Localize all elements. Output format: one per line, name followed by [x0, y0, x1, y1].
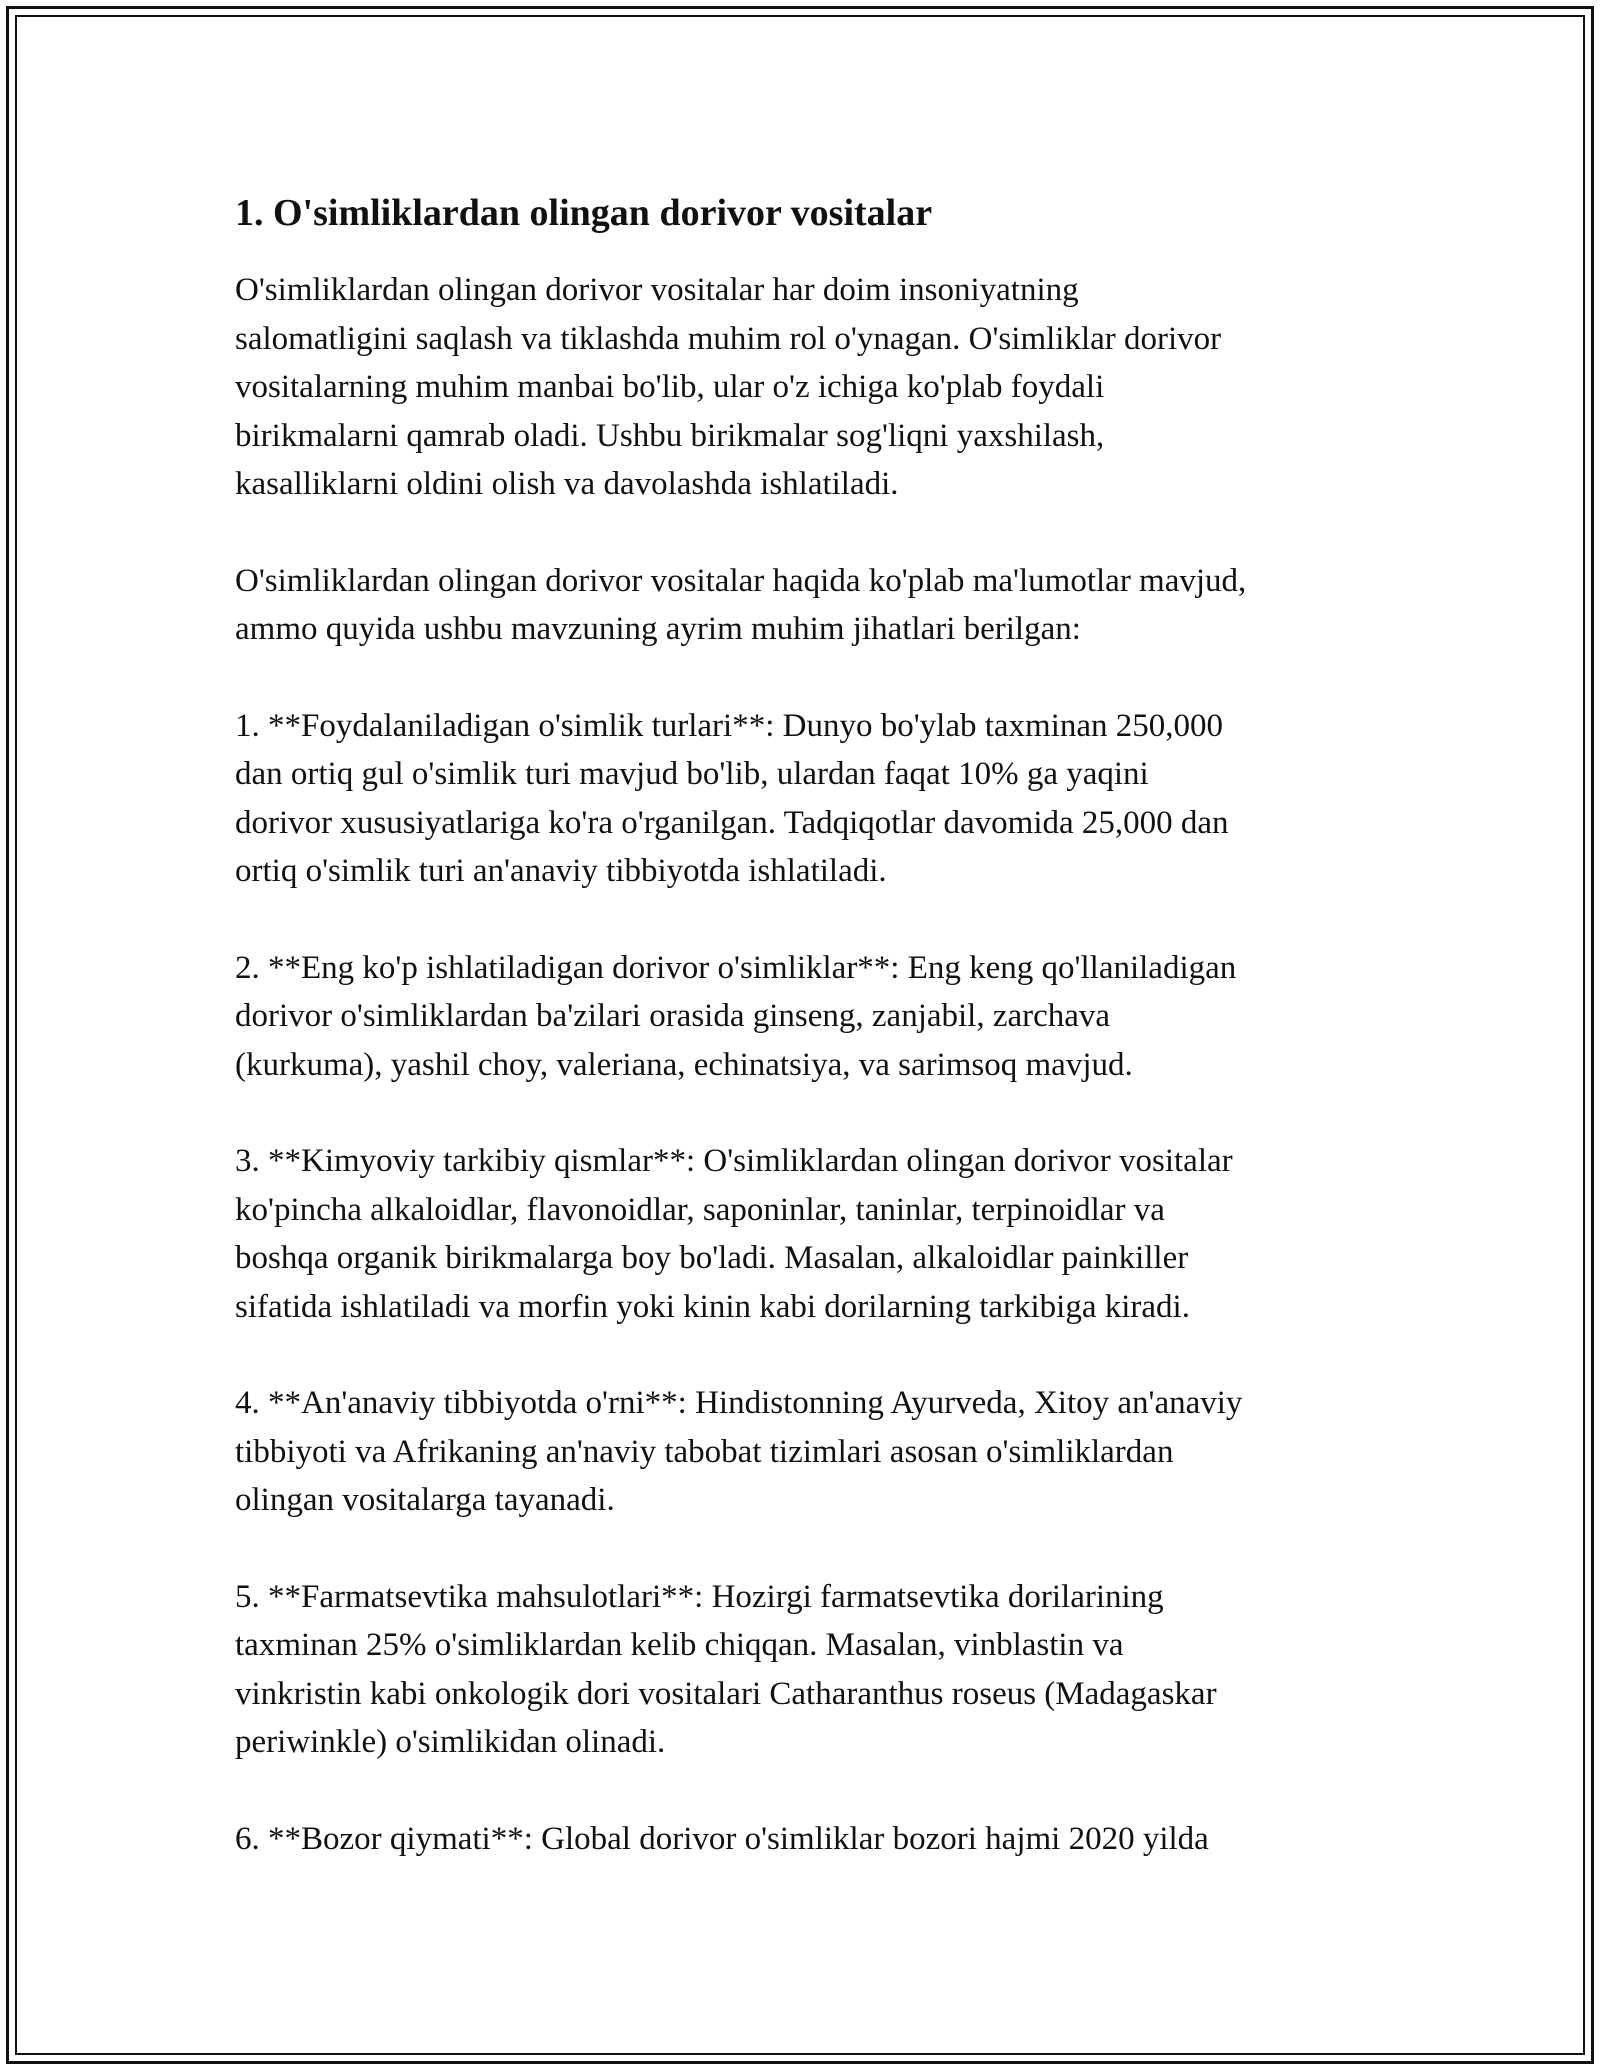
list-item-4 — [235, 1379, 1395, 1525]
text-line: 2. **Eng ko'p ishlatiladigan dorivor o'simliklar**: Eng keng qo'llaniladigan — [235, 949, 1237, 986]
text-line: ammo quyida ushbu mavzuning ayrim muhim jihatlari berilgan: — [235, 611, 1081, 647]
text-line: dan ortiq gul o'simlik turi mavjud bo'lib, ulardan faqat 10% ga yaqini — [235, 756, 1149, 792]
list-item-5 — [235, 1573, 1395, 1767]
paragraph-overview — [235, 557, 1395, 654]
text-line: 5. **Farmatsevtika mahsulotlari**: Hozirgi farmatsevtika dorilarining — [235, 1578, 1164, 1615]
list-item-1 — [235, 702, 1395, 896]
text-line: periwinkle) o'simlikidan olinadi. — [235, 1724, 666, 1760]
section-title: 1. O'simliklardan olingan dorivor vositalar — [235, 192, 933, 234]
text-line: 6. **Bozor qiymati**: Global dorivor o'simliklar bozori hajmi 2020 yilda — [235, 1820, 1209, 1857]
document-body — [235, 188, 1395, 1863]
text-line: 3. **Kimyoviy tarkibiy qismlar**: O'simliklardan olingan dorivor vositalar — [235, 1143, 1233, 1179]
text-line: O'simliklardan olingan dorivor vositalar haqida ko'plab ma'lumotlar mavjud, — [235, 562, 1247, 599]
text-line: birikmalarni qamrab oladi. Ushbu birikmalar sog'liqni yaxshilash, — [235, 417, 1105, 454]
text-line: olingan vositalarga tayanadi. — [235, 1482, 615, 1518]
text-line: dorivor o'simliklardan ba'zilari orasida ginseng, zanjabil, zarchava — [235, 998, 1111, 1034]
list-item-3 — [235, 1137, 1395, 1331]
list-item-2 — [235, 944, 1395, 1090]
text-line: 1. **Foydalaniladigan o'simlik turlari**: Dunyo bo'ylab taxminan 250,000 — [235, 707, 1224, 744]
text-line: boshqa organik birikmalarga boy bo'ladi. Masalan, alkaloidlar painkiller — [235, 1240, 1189, 1276]
text-line: 4. **An'anaviy tibbiyotda o'rni**: Hindistonning Ayurveda, Xitoy an'anaviy — [235, 1385, 1243, 1421]
text-line: taxminan 25% o'simliklardan kelib chiqqan. Masalan, vinblastin va — [235, 1627, 1124, 1663]
text-line: O'simliklardan olingan dorivor vositalar har doim insoniyatning — [235, 272, 1079, 308]
list-item-6 — [235, 1815, 1395, 1864]
text-line: sifatida ishlatiladi va morfin yoki kinin kabi dorilarning tarkibiga kiradi. — [235, 1288, 1190, 1325]
text-line: kasalliklarni oldini olish va davolashda ishlatiladi. — [235, 466, 899, 502]
text-line: tibbiyoti va Afrikaning an'naviy tabobat tizimlari asosan o'simliklardan — [235, 1433, 1174, 1470]
text-line: vinkristin kabi onkologik dori vositalari Catharanthus roseus (Madagaskar — [235, 1675, 1217, 1712]
text-line: (kurkuma), yashil choy, valeriana, echinatsiya, va sarimsoq mavjud. — [235, 1046, 1133, 1083]
paragraph-intro — [235, 266, 1395, 509]
text-line: ortiq o'simlik turi an'anaviy tibbiyotda ishlatiladi. — [235, 853, 887, 889]
text-line: ko'pincha alkaloidlar, flavonoidlar, saponinlar, taninlar, terpinoidlar va — [235, 1191, 1165, 1228]
text-line: dorivor xususiyatlariga ko'ra o'rganilgan. Tadqiqotlar davomida 25,000 dan — [235, 804, 1229, 841]
text-line: salomatligini saqlash va tiklashda muhim rol o'ynagan. O'simliklar dorivor — [235, 320, 1222, 357]
text-line: vositalarning muhim manbai bo'lib, ular o'z ichiga ko'plab foydali — [235, 369, 1105, 405]
